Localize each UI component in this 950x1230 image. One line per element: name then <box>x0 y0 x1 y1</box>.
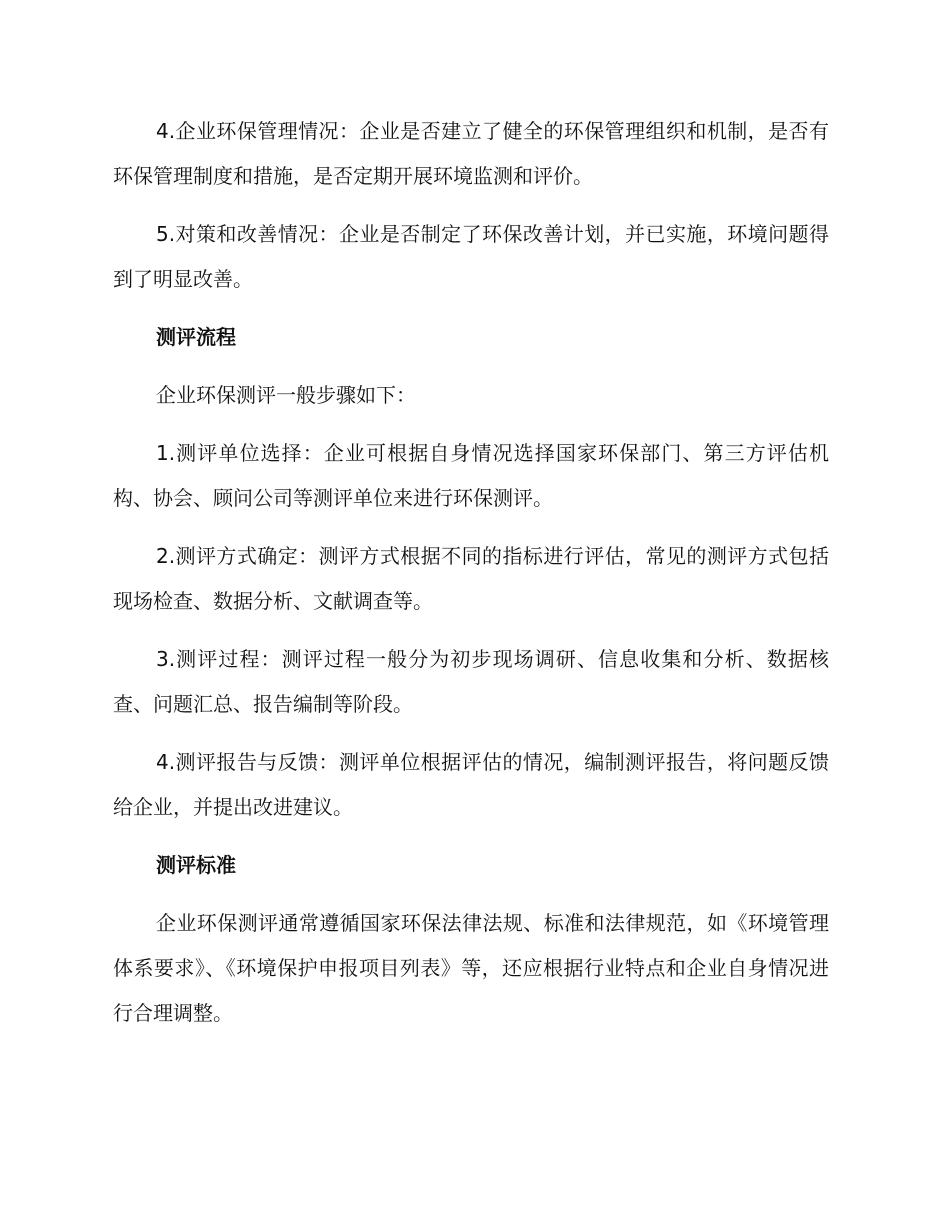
section-heading-process: 测评流程 <box>156 325 236 349</box>
section-heading-standards: 测评标准 <box>156 853 236 877</box>
paragraph-environmental-management: 4.企业环保管理情况：企业是否建立了健全的环保管理组织和机制，是否有环保管理制度和措施，是否定期开展环境监测和评价。 <box>113 119 829 188</box>
paragraph-step-1: 1.测评单位选择：企业可根据自身情况选择国家环保部门、第三方评估机构、协会、顾问公司等测评单位来进行环保测评。 <box>113 441 829 510</box>
paragraph-process-intro: 企业环保测评一般步骤如下： <box>156 383 416 407</box>
paragraph-standards: 企业环保测评通常遵循国家环保法律法规、标准和法律规范，如《环境管理体系要求》、《环境保护申报项目列表》等，还应根据行业特点和企业自身情况进行合理调整。 <box>113 911 829 1025</box>
document-body <box>113 109 829 1036</box>
paragraph-step-4: 4.测评报告与反馈：测评单位根据评估的情况，编制测评报告，将问题反馈给企业，并提出改进建议。 <box>113 750 829 819</box>
paragraph-step-2: 2.测评方式确定：测评方式根据不同的指标进行评估，常见的测评方式包括现场检查、数据分析、文献调查等。 <box>113 544 829 613</box>
paragraph-step-3: 3.测评过程：测评过程一般分为初步现场调研、信息收集和分析、数据核查、问题汇总、报告编制等阶段。 <box>113 647 829 716</box>
paragraph-countermeasures: 5.对策和改善情况：企业是否制定了环保改善计划，并已实施，环境问题得到了明显改善。 <box>113 222 829 291</box>
